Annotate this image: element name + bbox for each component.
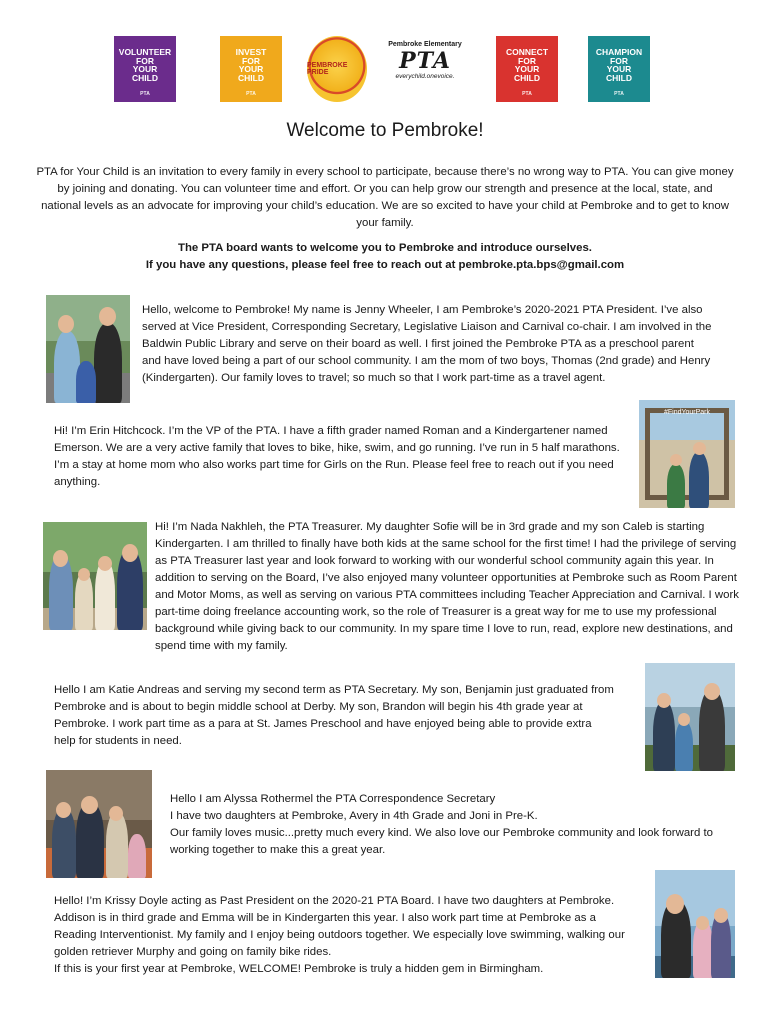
connect-tile: [496, 36, 558, 102]
pta-logo: [380, 40, 470, 100]
volunteer-tile: [114, 36, 176, 102]
champion-tile-logo: PTA: [614, 91, 624, 97]
treasurer-family-photo: [43, 522, 147, 630]
board-note-line-1: The PTA board wants to welcome you to Pembroke and introduce ourselves.: [178, 242, 592, 254]
pta-wordmark: PTA: [399, 48, 451, 74]
pta-school-name: Pembroke Elementary: [388, 41, 462, 48]
champion-tile-text: CHAMPION FOR YOUR CHILD: [595, 47, 643, 83]
president-family-photo: [46, 295, 130, 403]
intro-paragraph: PTA for Your Child is an invitation to every family in every school to participate, because there’s no wrong way to PTA. You can give money by joining and donating. You can volunteer time and effort. Or you can help grow our strength and presence at the local, state, and national levels as an advocate for improving your child’s education. We are so excited to have your child at Pembroke and to get to know your family.: [36, 166, 734, 229]
invest-tile-logo: PTA: [246, 91, 256, 97]
seal-text: PEMBROKE PRIDE: [307, 62, 348, 76]
treasurer-bio: Hi! I’m Nada Nakhleh, the PTA Treasurer. My daughter Sofie will be in 3rd grade and my son Caleb is starting Kindergarten. I am thrilled to finally have both kids at the same school for the first time! I had the privilege of serving as PTA Treasurer last year and look forward to working with our wonderful school community again this year. In addition to serving on the Board, I’ve also enjoyed many volunteer opportunities at Pembroke such as Room Parent and Motor Moms, as well as serving on various PTA committees including Teacher Appreciation and Carnival. I work part-time doing freelance accounting work, so the role of Treasurer is a great way for me to use my professional background while giving back to our community. In my spare time I love to run, read, explore new destinations, and spend time with my family.: [155, 521, 739, 652]
board-note-contact: If you have any questions, please feel free to reach out at pembroke.pta.bps@gmail.com: [145, 259, 625, 271]
correspondence-secretary-bio: Hello I am Alyssa Rothermel the PTA Correspondence Secretary I have two daughters at Pembroke, Avery in 4th Grade and Joni in Pre-K. Our family loves music...pretty much every kind. We also love our Pembroke community and look forward to working together to make this a great year.: [170, 793, 713, 856]
president-bio: Hello, welcome to Pembroke! My name is Jenny Wheeler, I am Pembroke’s 2020-2021 PTA President. I’ve also served at Vice President, Corresponding Secretary, Legislative Liaison and Carnival co-chair. I am involved in the Baldwin Public Library and serve on their board as well. I first joined the Pembroke PTA as a preschool parent and have loved being a part of our school community. I am the mom of two boys, Thomas (2nd grade) and Henry (Kindergarten). Our family loves to travel; so much so that I work part-time as a travel agent.: [142, 304, 712, 384]
board-note: [36, 240, 734, 274]
past-president-bio: Hello! I’m Krissy Doyle acting as Past President on the 2020-21 PTA Board. I have two daughters at Pembroke. Addison is in third grade and Emma will be in Kindergarten this year. I also work part time at Pembroke as a Reading Interventionist. My family and I enjoy being outdoors together. We especially love swimming, walking our golden retriever Murphy and going on family bike rides. If this is your first year at Pembroke, WELCOME! Pembroke is truly a hidden gem in Birmingham.: [54, 895, 625, 975]
banner: [0, 36, 770, 104]
pta-tagline: everychild.onevoice.: [395, 73, 455, 80]
secretary-family-photo: [645, 663, 735, 771]
correspondence-secretary-family-photo: [46, 770, 152, 878]
vice-president-bio: Hi! I’m Erin Hitchcock. I’m the VP of the PTA. I have a fifth grader named Roman and a Kindergartener named Emerson. We are a very active family that loves to bike, hike, swim, and go running. I’ve run in 5 half marathons. I’m a stay at home mom who also works part time for Girls on the Run. Please feel free to reach out if you need anything.: [54, 425, 620, 488]
champion-tile: [588, 36, 650, 102]
pembroke-pride-seal: [307, 36, 367, 102]
invest-tile: [220, 36, 282, 102]
find-your-park-sign: #FindYourPark: [663, 409, 711, 416]
connect-tile-text: CONNECT FOR YOUR CHILD: [505, 47, 549, 83]
connect-tile-logo: PTA: [522, 91, 532, 97]
volunteer-tile-logo: PTA: [140, 91, 150, 97]
page-title: Welcome to Pembroke!: [286, 120, 484, 141]
past-president-family-photo: [655, 870, 735, 978]
vice-president-family-photo: [639, 400, 735, 508]
volunteer-tile-text: VOLUNTEER FOR YOUR CHILD: [118, 47, 172, 83]
invest-tile-text: INVEST FOR YOUR CHILD: [235, 47, 267, 83]
secretary-bio: Hello I am Katie Andreas and serving my second term as PTA Secretary. My son, Benjamin just graduated from Pembroke and is about to begin middle school at Derby. My son, Brandon will begin his 4th grade year at Pembroke. I work part time as a para at St. James Preschool and have enjoyed being able to provide extra help for students in need.: [54, 684, 614, 747]
